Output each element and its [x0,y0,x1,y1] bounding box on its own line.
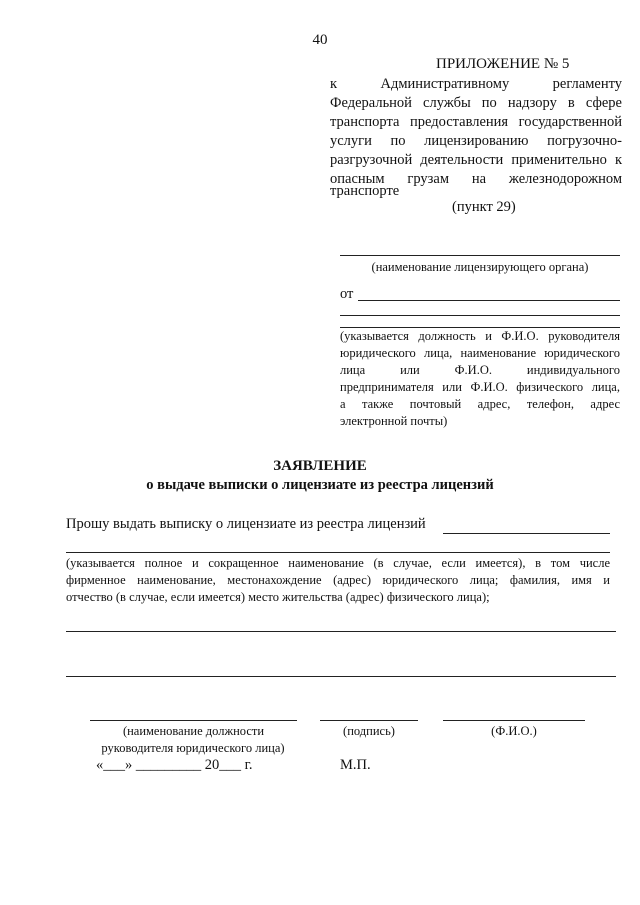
position-caption-1: (наименование должности [122,724,265,738]
application-title: ЗАЯВЛЕНИЕ [273,458,367,474]
name-field-line[interactable] [443,720,585,721]
request-note-line-2: фирменное наименование, местонахождение (адрес) юридического лица; фамилия, имя и [66,573,610,587]
appendix-line-3: транспорта предоставления государственной [330,114,622,130]
application-subtitle: о выдаче выписки о лицензиате из реестра лицензий [146,477,494,493]
request-field-line-1[interactable] [443,533,610,534]
appendix-line-2: Федеральной службы по надзору в сфере [330,95,622,111]
position-field-line[interactable] [90,720,297,721]
extra-field-line-1[interactable] [66,631,616,632]
stamp-label: М.П. [340,757,371,773]
appendix-line-1: к Административному регламенту [330,76,622,92]
page-number: 40 [312,32,328,48]
appendix-line-6: опасным грузам на железнодорожном [330,171,622,187]
applicant-caption-line-5: а также почтовый адрес, телефон, адрес [340,397,620,411]
request-field-line-2[interactable] [66,552,610,553]
appendix-title: ПРИЛОЖЕНИЕ № 5 [436,56,570,72]
signature-caption: (подпись) [343,724,395,738]
position-caption-2: руководителя юридического лица) [101,741,285,755]
applicant-caption-line-6: электронной почты) [340,414,448,428]
applicant-caption-line-1: (указывается должность и Ф.И.О. руководителя [340,329,620,343]
authority-field-line[interactable] [340,255,620,256]
extra-field-line-2[interactable] [66,676,616,677]
request-note-line-3: отчество (в случае, если имеется) место жительства (адрес) физического лица); [66,590,490,604]
applicant-caption-line-2: юридического лица, наименование юридического [340,346,620,360]
appendix-clause: (пункт 29) [452,199,516,215]
appendix-line-7: транспорте [330,183,400,199]
applicant-field-line-1[interactable] [358,300,620,301]
request-note-line-1: (указывается полное и сокращенное наименование (в случае, если имеется), в том числе [66,556,610,570]
authority-caption: (наименование лицензирующего органа) [371,260,589,274]
appendix-line-4: услуги по лицензированию погрузочно- [330,133,622,149]
signature-field-line[interactable] [320,720,418,721]
request-text: Прошу выдать выписку о лицензиате из реестра лицензий [66,516,426,532]
from-label: от [340,286,354,302]
date-line[interactable]: «___» _________ 20___ г. [96,757,253,773]
name-caption: (Ф.И.О.) [491,724,537,738]
applicant-caption-line-4: предпринимателя или Ф.И.О. физического лица, [340,380,620,394]
appendix-line-5: разгрузочной деятельности применительно к [330,152,622,168]
applicant-caption-line-3: лица или Ф.И.О. индивидуального [340,363,620,377]
applicant-field-line-2[interactable] [340,315,620,316]
